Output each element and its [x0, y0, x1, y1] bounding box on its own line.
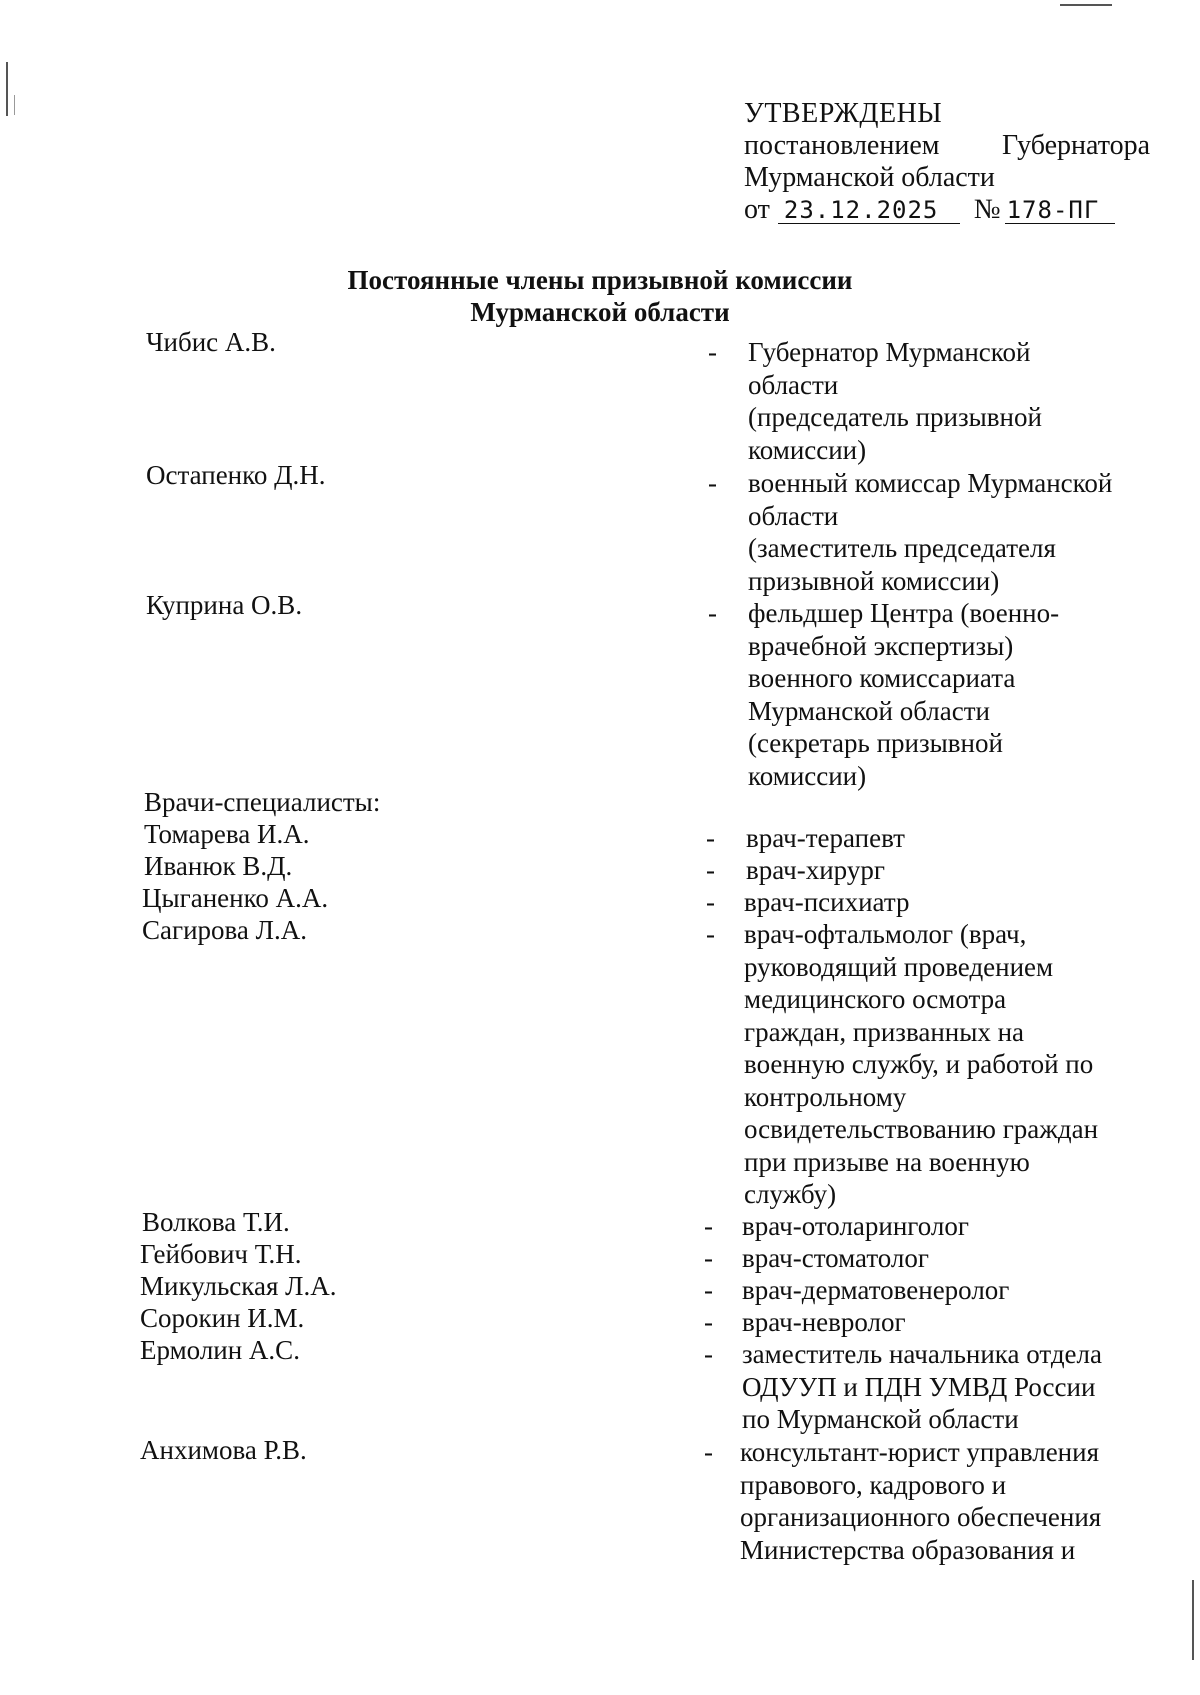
specialists-name: Цыганенко А.А.: [142, 883, 329, 913]
specialists-role-line: службу): [744, 1179, 837, 1209]
specialists-role: [746, 822, 1166, 855]
specialists-role-line: врач-офтальмолог (врач,: [744, 919, 1027, 949]
specialists-role: [742, 1242, 1162, 1275]
specialists-dash: -: [704, 1339, 713, 1369]
members-role-line: (секретарь призывной: [748, 728, 1003, 758]
specialists-dash: -: [704, 1437, 713, 1467]
members-name: Чибис А.В.: [146, 327, 276, 357]
specialists-role-line: военную службу, и работой по: [744, 1049, 1094, 1079]
members-role-line: Губернатор Мурманской: [748, 337, 1031, 367]
specialists-role: [742, 1306, 1162, 1339]
members-role-line: комиссии): [748, 760, 867, 791]
members-role: [748, 336, 1168, 466]
members-role-line: военный комиссар Мурманской: [748, 468, 1113, 498]
specialists-name: Микульская Л.А.: [140, 1271, 337, 1301]
approval-by-word: постановлением: [744, 130, 940, 161]
members-role-line: комиссии): [748, 434, 867, 465]
approval-number-sign: №: [973, 194, 1001, 225]
members-role: [748, 597, 1168, 792]
specialists-dash: -: [706, 823, 715, 853]
members-role-line: области: [748, 500, 839, 531]
specialists-role-line: врач-стоматолог: [742, 1243, 929, 1273]
specialists-dash: -: [706, 855, 715, 885]
members-role-line: (заместитель председателя: [748, 533, 1056, 563]
members-role-line: врачебной экспертизы): [748, 630, 1014, 661]
members-name: Куприна О.В.: [146, 590, 303, 620]
specialists-role: [742, 1338, 1162, 1436]
specialists-name: Анхимова Р.В.: [140, 1435, 307, 1465]
specialists-role-line: ОДУУП и ПДН УМВД России: [742, 1371, 1096, 1402]
members-role-line: военного комиссариата: [748, 663, 1016, 693]
specialists-role-line: организационного обеспечения: [740, 1502, 1102, 1532]
members-name: Остапенко Д.Н.: [146, 460, 326, 490]
specialists-dash: -: [704, 1211, 713, 1241]
members-dash: -: [708, 337, 717, 367]
members-role-line: (председатель призывной: [748, 402, 1042, 432]
members-dash: -: [708, 468, 717, 498]
approval-heading: УТВЕРЖДЕНЫ: [744, 98, 943, 129]
specialists-name: Сагирова Л.А.: [142, 915, 307, 945]
specialists-role-line: контрольному: [744, 1081, 907, 1112]
specialists-role: [744, 886, 1164, 919]
specialists-role: [742, 1210, 1162, 1243]
specialists-role: [740, 1436, 1160, 1566]
specialists-role-line: врач-терапевт: [746, 823, 905, 853]
specialists-name: Гейбович Т.Н.: [140, 1239, 302, 1269]
specialists-dash: -: [704, 1275, 713, 1305]
specialists-name: Ермолин А.С.: [140, 1335, 300, 1365]
members-role: [748, 467, 1168, 597]
specialists-name: Волкова Т.И.: [142, 1207, 290, 1237]
specialists-dash: -: [704, 1307, 713, 1337]
specialists-dash: -: [704, 1243, 713, 1273]
members-dash: -: [708, 598, 717, 628]
specialists-role-line: заместитель начальника отдела: [742, 1339, 1102, 1369]
specialists-role-line: врач-невролог: [742, 1307, 906, 1337]
specialists-role-line: правового, кадрового и: [740, 1469, 1007, 1500]
specialists-role: [746, 854, 1166, 887]
approval-by-title: Губернатора: [1001, 130, 1150, 161]
specialists-role-line: консультант-юрист управления: [740, 1437, 1100, 1467]
members-role-line: области: [748, 369, 839, 400]
specialists-role-line: граждан, призванных на: [744, 1016, 1025, 1047]
members-role-line: Мурманской области: [748, 695, 990, 726]
specialists-dash: -: [706, 887, 715, 917]
specialists-role-line: при призыве на военную: [744, 1146, 1030, 1177]
specialists-dash: -: [706, 919, 715, 949]
approval-date-prefix: от: [744, 194, 770, 225]
specialists-name: Томарева И.А.: [144, 819, 310, 849]
specialists-role-line: врач-дерматовенеролог: [742, 1275, 1010, 1305]
specialists-heading: Врачи-специалисты:: [144, 787, 381, 817]
document-title-line-1: Постоянные члены призывной комиссии: [347, 265, 853, 295]
approval-date: 23.12.2025: [778, 197, 960, 224]
specialists-name: Иванюк В.Д.: [144, 851, 293, 881]
members-role-line: призывной комиссии): [748, 565, 1000, 596]
specialists-role: [742, 1274, 1162, 1307]
specialists-role: [744, 918, 1164, 1211]
document-title-line-2: Мурманской области: [470, 297, 730, 327]
approval-number: 178-ПГ: [1005, 197, 1115, 224]
specialists-role-line: освидетельствованию граждан: [744, 1114, 1099, 1144]
specialists-role-line: врач-психиатр: [744, 887, 910, 917]
specialists-name: Сорокин И.М.: [140, 1303, 305, 1333]
specialists-role-line: Министерства образования и: [740, 1534, 1076, 1565]
specialists-role-line: по Мурманской области: [742, 1404, 1019, 1434]
specialists-role-line: врач-отоларинголог: [742, 1211, 969, 1241]
specialists-role-line: медицинского осмотра: [744, 984, 1007, 1014]
members-role-line: фельдшер Центра (военно-: [748, 598, 1060, 628]
specialists-role-line: врач-хирург: [746, 855, 885, 885]
specialists-role-line: руководящий проведением: [744, 951, 1054, 982]
approval-region: Мурманской области: [744, 162, 995, 193]
